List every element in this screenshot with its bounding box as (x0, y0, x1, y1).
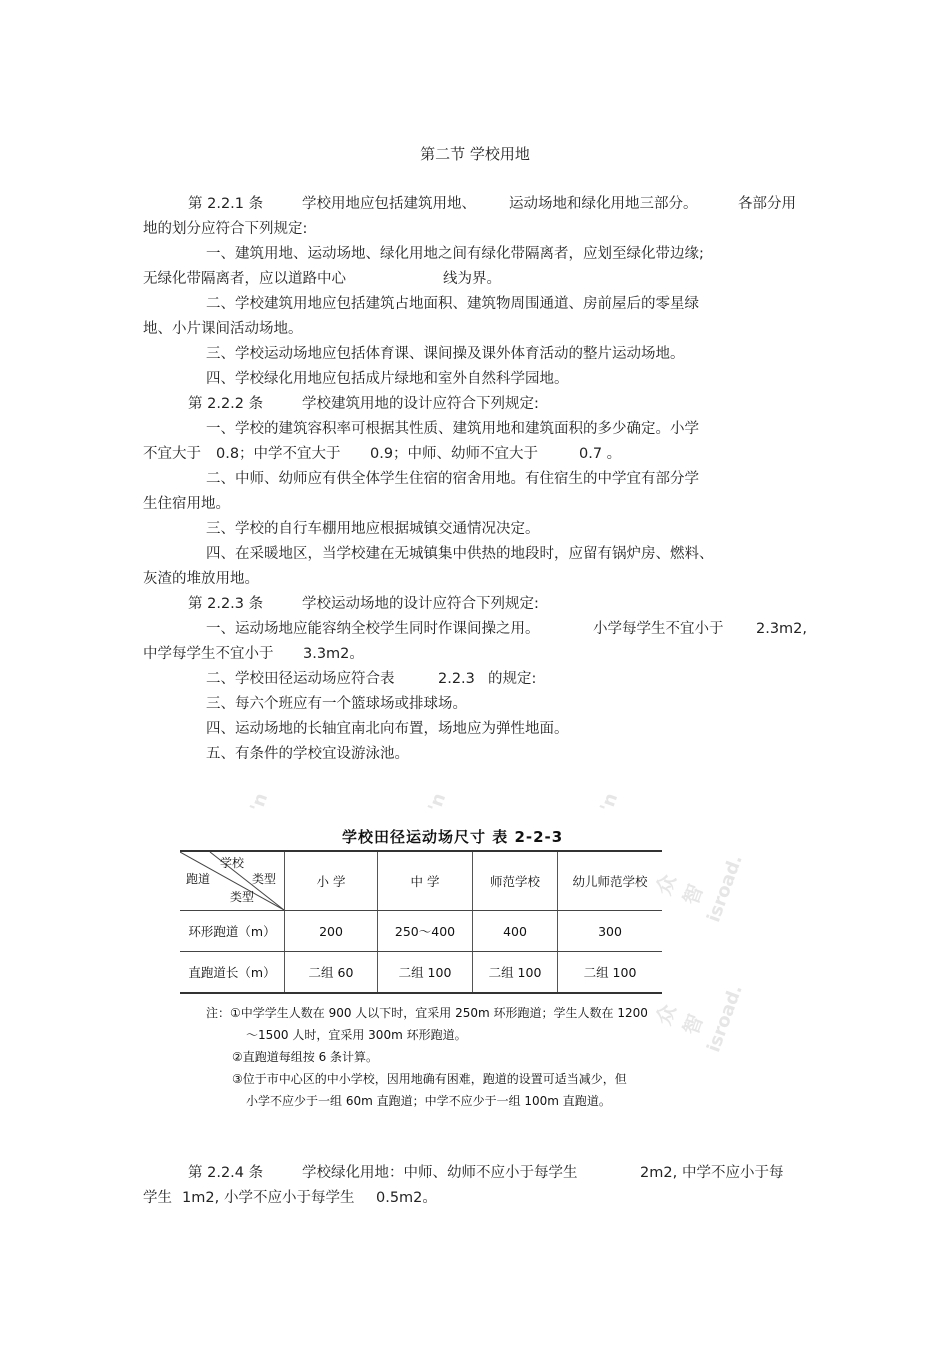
table-cell: 二组 60 (285, 952, 378, 994)
table-notes (206, 1002, 648, 1112)
paragraph-line (0, 394, 950, 414)
paragraph-line (0, 644, 950, 664)
table-cell: 400 (473, 911, 558, 952)
paragraph-line: 二、学校建筑用地应包括建筑占地面积、建筑物周围通道、房前屋后的零星绿 (206, 296, 699, 312)
watermark: 'n (596, 790, 623, 815)
paragraph-line: 地的划分应符合下列规定: (143, 221, 308, 237)
text-run: 0.8；中学不宜大于 (216, 446, 341, 462)
header-cell: 幼儿师范学校 (558, 851, 663, 911)
clause-number: 第 2.2.1 条 (188, 196, 264, 212)
corner-label-right: 类型 (252, 872, 277, 886)
text-run: 学校用地应包括建筑用地、 (302, 196, 476, 212)
table-reference: 2.2.3 (438, 671, 475, 687)
note-line: ②直跑道每组按 6 条计算。 (232, 1050, 379, 1064)
text-run: 不宜大于 (143, 446, 201, 462)
table-cell: 二组 100 (378, 952, 473, 994)
header-cell: 中 学 (378, 851, 473, 911)
clause-number: 第 2.2.3 条 (188, 596, 264, 612)
text-run: 小学不应小于每学生 (224, 1190, 355, 1206)
paragraph-line: 四、运动场地的长轴宜南北向布置，场地应为弹性地面。 (206, 721, 569, 737)
paragraph-line: 四、在采暖地区，当学校建在无城镇集中供热的地段时，应留有锅炉房、燃料、 (206, 546, 714, 562)
text-run: 中学每学生不宜小于 (143, 646, 274, 662)
corner-label-top: 学校 (220, 856, 245, 870)
paragraph-line (0, 619, 950, 639)
corner-label-left: 跑道 (186, 872, 211, 886)
watermark: 'n (424, 790, 451, 815)
text-run: 学校绿化用地：中师、幼师不应小于每学生 (302, 1165, 578, 1181)
table-cell: 200 (285, 911, 378, 952)
paragraph-line: 地、小片课间活动场地。 (143, 321, 303, 337)
paragraph-line: 五、有条件的学校宜设游泳池。 (206, 746, 409, 762)
paragraph-line: 生住宿用地。 (143, 496, 230, 512)
text-run: 中学不应小于每 (682, 1165, 784, 1181)
corner-label-bottom: 类型 (230, 890, 255, 904)
paragraph-line (0, 1188, 950, 1208)
watermark-text: 众智 (651, 1001, 708, 1038)
table-cell: 二组 100 (473, 952, 558, 994)
text-run: 各部分用 (738, 196, 796, 212)
paragraph-line: 三、学校的自行车棚用地应根据城镇交通情况决定。 (206, 521, 540, 537)
text-run: 运动场地和绿化用地三部分。 (509, 196, 698, 212)
watermark-text: isroad. (703, 852, 747, 925)
table-header-row (180, 851, 662, 911)
text-run: 1m2, (182, 1190, 220, 1206)
table-caption: 学校田径运动场尺寸 表 2-2-3 (342, 828, 564, 846)
paragraph-line (0, 444, 950, 464)
text-run: 线为界。 (443, 271, 501, 287)
paragraph-line (0, 194, 950, 214)
row-label-cell: 环形跑道（m） (180, 911, 285, 952)
paragraph-line: 三、学校运动场地应包括体育课、课间操及课外体育活动的整片运动场地。 (206, 346, 685, 362)
table-image (150, 790, 747, 1130)
text-run: 2.3m2, (756, 621, 808, 637)
paragraph-line: 二、中师、幼师应有供全体学生住宿的宿舍用地。有住宿生的中学宜有部分学 (206, 471, 699, 487)
text-run: 一、运动场地应能容纳全校学生同时作课间操之用。 (206, 621, 540, 637)
header-cell: 小 学 (285, 851, 378, 911)
table-cell: 300 (558, 911, 663, 952)
watermark-text: 众智 (651, 871, 708, 908)
note-line: 小学不应少于一组 60m 直跑道；中学不应少于一组 100m 直跑道。 (246, 1094, 611, 1108)
text-run: 的规定: (488, 671, 537, 687)
note-line: ～1500 人时，宜采用 300m 环形跑道。 (246, 1028, 467, 1042)
row-label-cell: 直跑道长（m） (180, 952, 285, 994)
text-run: 2m2, (640, 1165, 678, 1181)
track-size-table (180, 850, 662, 994)
note-line: 注：①中学学生人数在 900 人以下时，宜采用 250m 环形跑道；学生人数在 1200 (206, 1006, 648, 1020)
paragraph-line (0, 1163, 950, 1183)
note-line: ③位于市中心区的中小学校，因用地确有困难，跑道的设置可适当减少，但 (232, 1072, 627, 1086)
text-run: 0.9；中师、幼师不宜大于 (370, 446, 539, 462)
text-run: 二、学校田径运动场应符合表 (206, 671, 395, 687)
paragraph-line (0, 594, 950, 614)
paragraph-line: 灰渣的堆放用地。 (143, 571, 259, 587)
paragraph-line: 一、建筑用地、运动场地、绿化用地之间有绿化带隔离者，应划至绿化带边缘; (206, 246, 704, 262)
text-run: 学生 (143, 1190, 172, 1206)
table-cell: 250～400 (378, 911, 473, 952)
corner-header-cell (180, 851, 285, 911)
text-run: 0.7 。 (579, 446, 622, 462)
watermark-text: isroad. (703, 982, 747, 1055)
clause-number: 第 2.2.2 条 (188, 396, 264, 412)
text-run: 无绿化带隔离者，应以道路中心 (143, 271, 346, 287)
clause-number: 第 2.2.4 条 (188, 1165, 264, 1181)
paragraph-line: 三、每六个班应有一个篮球场或排球场。 (206, 696, 467, 712)
paragraph-line (0, 669, 950, 689)
text-run: 3.3m2。 (303, 646, 364, 662)
text-run: 学校建筑用地的设计应符合下列规定: (302, 396, 539, 412)
watermark: 'n (246, 790, 273, 815)
table-row (180, 911, 662, 952)
paragraph-line: 四、学校绿化用地应包括成片绿地和室外自然科学园地。 (206, 371, 569, 387)
paragraph-line: 一、学校的建筑容积率可根据其性质、建筑用地和建筑面积的多少确定。小学 (206, 421, 699, 437)
section-title: 第二节 学校用地 (420, 145, 530, 163)
paragraph-line (0, 269, 950, 289)
table-cell: 二组 100 (558, 952, 663, 994)
table-row (180, 952, 662, 994)
header-cell: 师范学校 (473, 851, 558, 911)
text-run: 0.5m2。 (376, 1190, 437, 1206)
text-run: 学校运动场地的设计应符合下列规定: (302, 596, 539, 612)
text-run: 小学每学生不宜小于 (593, 621, 724, 637)
